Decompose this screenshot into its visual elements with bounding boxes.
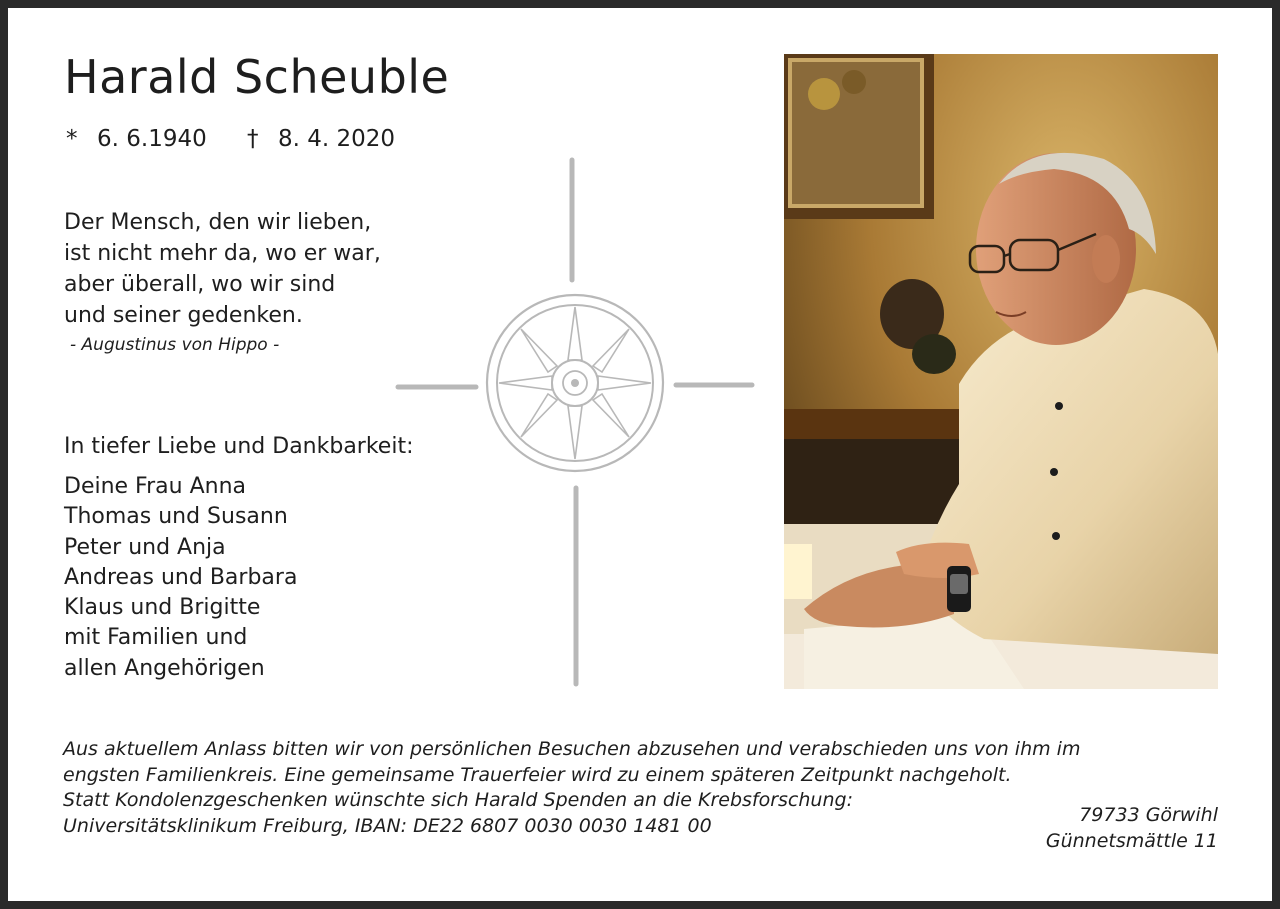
mourner-line: Klaus und Brigitte — [64, 595, 261, 621]
address — [1046, 803, 1218, 854]
portrait-photo — [784, 54, 1218, 689]
birth-symbol: * — [66, 126, 78, 152]
quote-author: - Augustinus von Hippo - — [70, 335, 280, 355]
death-date: 8. 4. 2020 — [278, 126, 396, 152]
notice-text — [63, 737, 1080, 839]
cross-wheel-icon — [380, 150, 770, 695]
quote-line: aber überall, wo wir sind — [64, 272, 336, 297]
mourner-line: mit Familien und — [64, 625, 248, 651]
birth-date: 6. 6.1940 — [97, 126, 207, 152]
address-city: 79733 Görwihl — [1079, 804, 1218, 826]
deceased-name: Harald Scheuble — [64, 50, 450, 104]
quote-line: Der Mensch, den wir lieben, — [64, 210, 372, 235]
mourner-line: allen Angehörigen — [64, 655, 265, 681]
mourners-intro: In tiefer Liebe und Dankbarkeit: — [64, 434, 414, 459]
notice-line: Statt Kondolenzgeschenken wünschte sich Harald Spenden an die Krebsforschung: — [63, 789, 853, 811]
mourners-list — [64, 472, 297, 684]
mourner-line: Deine Frau Anna — [64, 474, 246, 499]
address-street: Günnetsmättle 11 — [1045, 829, 1218, 852]
mourner-line: Peter und Anja — [64, 534, 226, 560]
quote — [64, 207, 381, 331]
notice-line: Aus aktuellem Anlass bitten wir von persönlichen Besuchen abzusehen und verabschieden uns von ihm im — [63, 738, 1081, 760]
mourner-line: Andreas und Barbara — [64, 564, 298, 590]
notice-line: Universitätsklinikum Freiburg, IBAN: DE22 6807 0030 0030 1481 00 — [63, 814, 712, 837]
notice-line: engsten Familienkreis. Eine gemeinsame Trauerfeier wird zu einem späteren Zeitpunkt nachgeholt. — [63, 763, 1012, 786]
quote-line: ist nicht mehr da, wo er war, — [64, 241, 381, 266]
quote-line: und seiner gedenken. — [64, 303, 303, 328]
mourner-line: Thomas und Susann — [64, 504, 288, 530]
death-symbol: † — [247, 126, 259, 152]
